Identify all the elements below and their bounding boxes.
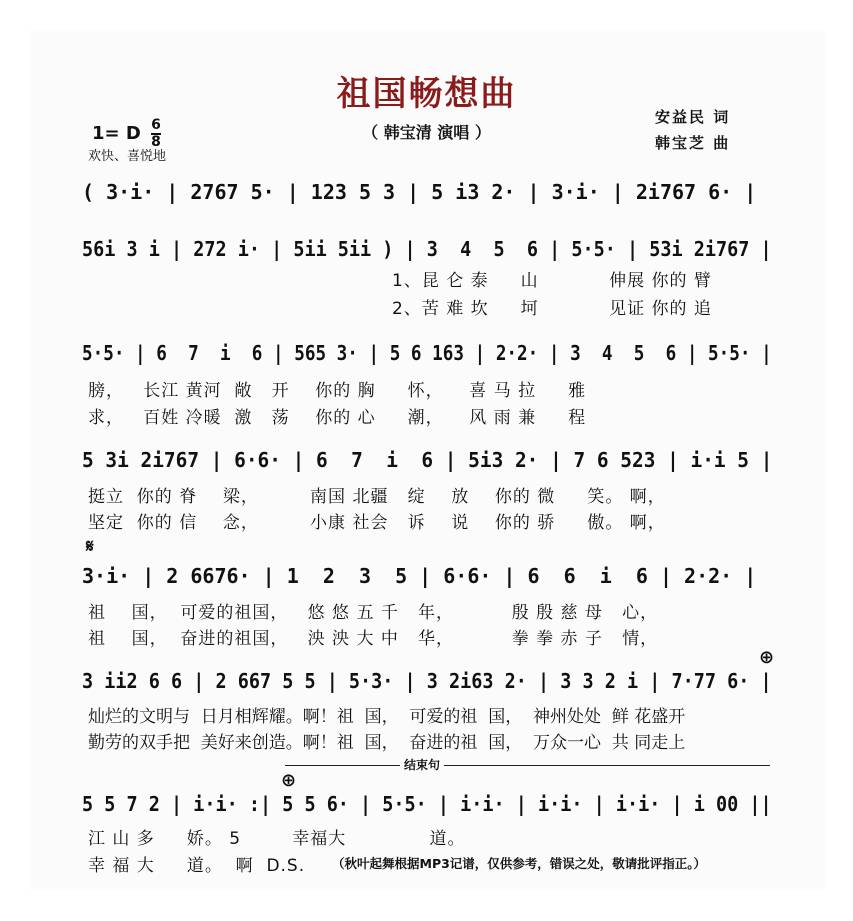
lyric-row-3-verse-1: 膀， 长江 黄河 敞 开 你的 胸 怀， 喜 马 拉 雅 bbox=[88, 381, 587, 401]
notation-row-7: 5 5 7 2 | i·i· :| 5 5 6· | 5·5· | i·i· | i·i· | i·i· | i 00 || bbox=[82, 792, 772, 816]
notation-row-3: 5·5· | 6 7 i 6 | 565 3· | 5 6 163 | 2·2· | 3 4 5 6 | 5·5· | bbox=[82, 341, 772, 365]
lyric-row-4-verse-2: 坚定 你的 信 念， 小康 社会 诉 说 你的 骄 傲。 啊， bbox=[88, 513, 666, 533]
ending-label: 结束句 bbox=[400, 756, 444, 773]
ending-bracket-line bbox=[285, 765, 770, 766]
lyric-row-2-verse-2: 2、苦 难 坎 坷 见证 你的 追 bbox=[392, 299, 712, 319]
key-label: 1= D bbox=[92, 123, 141, 144]
lyric-row-7-verse-1: 江 山 多 娇。 5 幸福大 道。 bbox=[88, 829, 466, 849]
time-bottom: 8 bbox=[151, 134, 161, 150]
song-title: 祖国畅想曲 bbox=[336, 74, 517, 114]
lyric-row-6-verse-2: 勤劳的双手把 美好来创造。啊！祖 国， 奋进的祖 国， 万众一心 共 同走上 bbox=[88, 733, 686, 753]
lyric-row-6-verse-1: 灿烂的文明与 日月相辉耀。啊！祖 国， 可爱的祖 国， 神州处处 鲜 花盛开 bbox=[88, 707, 686, 727]
notation-row-4: 5 3i 2i767 | 6·6· | 6 7 i 6 | 5i3 2· | 7 6 523 | i·i 5 | bbox=[82, 448, 773, 472]
composer-credit: 韩宝芝 曲 bbox=[655, 134, 731, 152]
notation-row-1: ( 3·i· | 2767 5· | 123 5 3 | 5 i3 2· | 3·i· | 2i767 6· | bbox=[82, 180, 757, 204]
lyric-row-7-verse-2: 幸 福 大 道。 啊 D.S. bbox=[88, 856, 306, 876]
lyricist-credit: 安益民 词 bbox=[655, 108, 731, 126]
performer-credit: （ 韩宝清 演唱 ） bbox=[362, 123, 491, 142]
lyric-row-5-verse-2: 祖 国， 奋进的祖国， 泱 泱 大 中 华， 拳 拳 赤 子 情， bbox=[88, 629, 659, 649]
lyric-row-4-verse-1: 挺立 你的 脊 梁， 南国 北疆 绽 放 你的 微 笑。 啊， bbox=[88, 487, 666, 507]
lyric-row-5-verse-1: 祖 国， 可爱的祖国， 悠 悠 五 千 年， 殷 殷 慈 母 心， bbox=[88, 603, 659, 623]
lyric-row-2-verse-1: 1、昆 仑 泰 山 伸展 你的 臂 bbox=[392, 271, 712, 291]
lyric-row-3-verse-2: 求， 百姓 冷暖 激 荡 你的 心 潮， 风 雨 兼 程 bbox=[88, 408, 587, 428]
notation-row-5: 3·i· | 2 6676· | 1 2 3 5 | 6·6· | 6 6 i 6 | 2·2· | bbox=[82, 564, 757, 588]
tempo-marking: 欢快、喜悦地 bbox=[88, 149, 167, 164]
notation-row-6: 3 ii2 6 6 | 2 667 5 5 | 5·3· | 3 2i63 2· | 3 3 2 i | 7·77 6· | bbox=[82, 669, 772, 693]
coda-sign-right: ⊕ bbox=[759, 647, 775, 668]
notation-row-2: 56i 3 i | 272 i· | 5ii 5ii ) | 3 4 5 6 | 5·5· | 53i 2i767 | bbox=[82, 237, 772, 261]
time-top: 6 bbox=[151, 117, 161, 133]
transcription-footnote: （秋叶起舞根据MP3记谱，仅供参考，错误之处，敬请批评指正。） bbox=[332, 856, 707, 871]
coda-sign-left: ⊕ bbox=[281, 770, 297, 791]
segno-sign: 𝄋 bbox=[86, 536, 94, 557]
